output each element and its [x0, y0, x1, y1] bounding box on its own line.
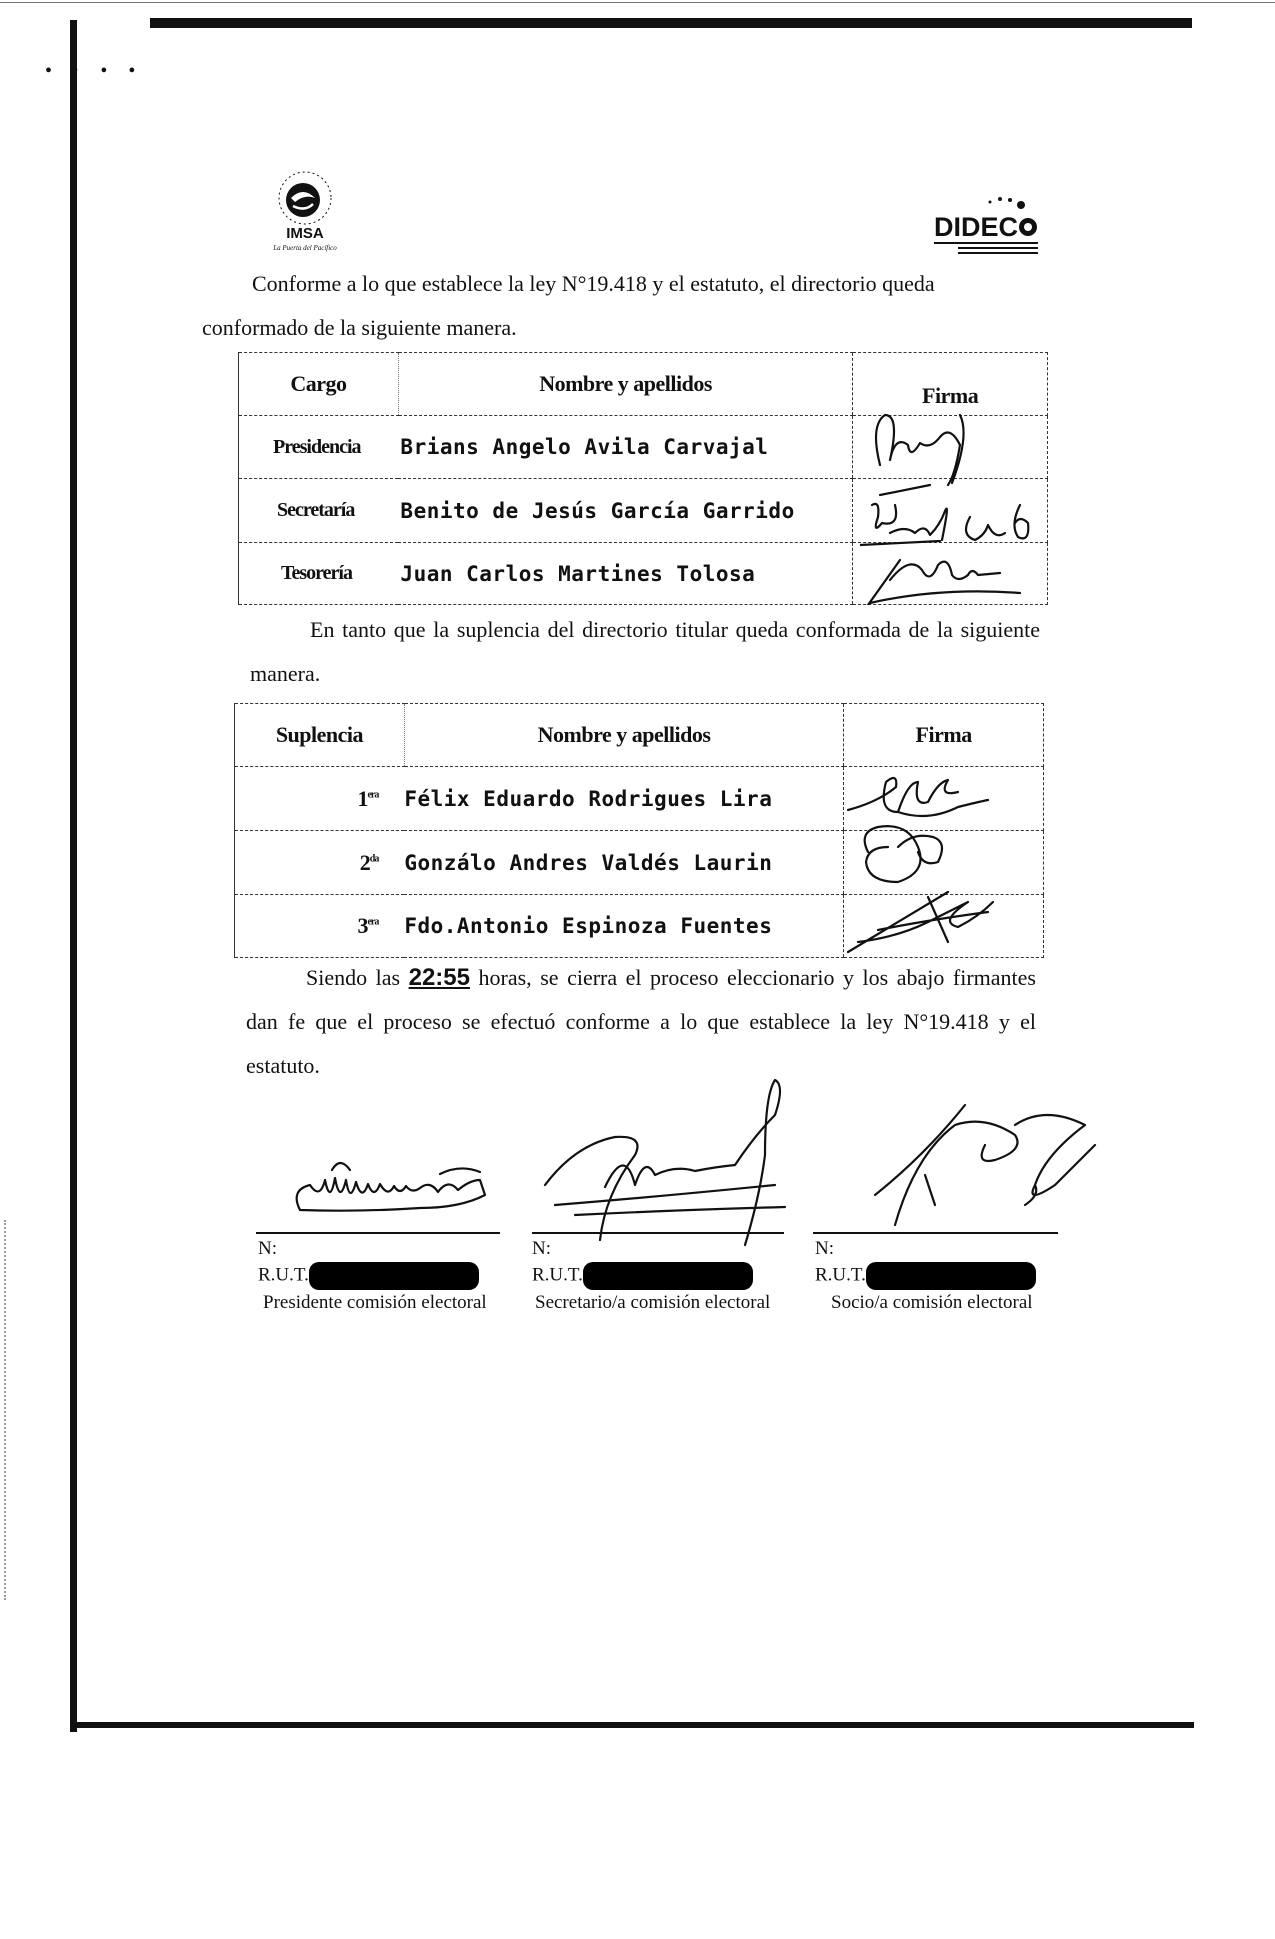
signatory-socio: [815, 1236, 1075, 1316]
name-label: N:: [532, 1238, 551, 1259]
top-border-rule: [150, 18, 1192, 28]
socio-signature: [865, 1095, 1105, 1235]
header-nombre: Nombre y apellidos: [404, 704, 843, 767]
scan-margin-marks: [4, 1220, 8, 1600]
scan-specks: • ‧ • •: [45, 60, 144, 82]
closing-time: 22:55: [408, 964, 470, 991]
signature-line: [532, 1232, 784, 1234]
signature-line: [813, 1232, 1058, 1234]
signatory-secretario: [532, 1236, 792, 1316]
suplencia-order-cell: $1^{era}$: [235, 767, 405, 831]
directorio-handwritten-signatures: [860, 405, 1070, 605]
closing-paragraph: [246, 956, 1036, 1088]
dideco-logo: [928, 190, 1040, 258]
redaction-bar: [583, 1262, 753, 1290]
name-label: N:: [815, 1238, 834, 1259]
nombre-cell: Juan Carlos Martines Tolosa: [398, 543, 852, 605]
suplencia-intro-paragraph: [250, 608, 1040, 696]
top-edge-line: [0, 2, 1275, 3]
closing-pre: Siendo las: [306, 965, 401, 990]
rut-field: R.U.T.: [258, 1262, 518, 1290]
header-firma: Firma: [844, 704, 1044, 767]
signatory-presidente: [258, 1236, 518, 1316]
role-label: Socio/a comisión electoral: [831, 1292, 1033, 1313]
dideco-logo-icon: [928, 190, 1040, 258]
nombre-cell: Benito de Jesús García Garrido: [398, 479, 852, 543]
rut-field: R.U.T.: [815, 1262, 1075, 1290]
role-label: Secretario/a comisión electoral: [535, 1292, 771, 1313]
suplencia-handwritten-signatures: [838, 752, 1048, 962]
intro-line-2: conformado de la siguiente manera.: [202, 315, 517, 340]
bottom-border-rule: [76, 1722, 1194, 1728]
intro-paragraph: [202, 262, 1042, 350]
suplencia-intro-text: En tanto que la suplencia del directorio titular queda conformada de la siguiente manera.: [250, 617, 1040, 686]
cargo-cell: Presidencia: [239, 416, 399, 479]
municipal-seal-icon: [255, 168, 355, 252]
svg-text:IMSA: IMSA: [286, 225, 324, 242]
presidente-signature: [280, 1150, 500, 1230]
signature-line: [256, 1232, 500, 1234]
secretario-signature: [535, 1075, 805, 1250]
header-nombre: Nombre y apellidos: [398, 353, 852, 416]
rut-field: R.U.T.: [532, 1262, 792, 1290]
imsa-logo: [255, 168, 355, 252]
role-label: Presidente comisión electoral: [263, 1292, 487, 1313]
redaction-bar: [866, 1262, 1036, 1290]
name-label: N:: [258, 1238, 277, 1259]
cargo-cell: Secretaría: [239, 479, 399, 543]
svg-text:La Puerta del Pacífico: La Puerta del Pacífico: [273, 244, 337, 252]
nombre-cell: Brians Angelo Avila Carvajal: [398, 416, 852, 479]
left-border-rule: [70, 20, 77, 1732]
suplencia-order-cell: $3^{era}$: [235, 895, 405, 958]
header-cargo: Cargo: [239, 353, 399, 416]
header-suplencia: Suplencia: [235, 704, 405, 767]
header-firma: Firma: [853, 353, 1048, 416]
nombre-cell: Fdo.Antonio Espinoza Fuentes: [404, 895, 843, 958]
cargo-cell: Tesorería: [239, 543, 399, 605]
svg-text:DIDEC: DIDEC: [934, 212, 1019, 242]
nombre-cell: Gonzálo Andres Valdés Laurin: [404, 831, 843, 895]
intro-line-1: Conforme a lo que establece la ley N°19.418 y el estatuto, el directorio queda: [252, 271, 935, 296]
nombre-cell: Félix Eduardo Rodrigues Lira: [404, 767, 843, 831]
closing-post: horas, se cierra el proceso eleccionario y los abajo firmantes dan fe que el proceso se efectuó conforme a lo que establece la ley N°19.418 y el estatuto.: [246, 965, 1036, 1078]
redaction-bar: [309, 1262, 479, 1290]
suplencia-order-cell: $2^{da}$: [235, 831, 405, 895]
